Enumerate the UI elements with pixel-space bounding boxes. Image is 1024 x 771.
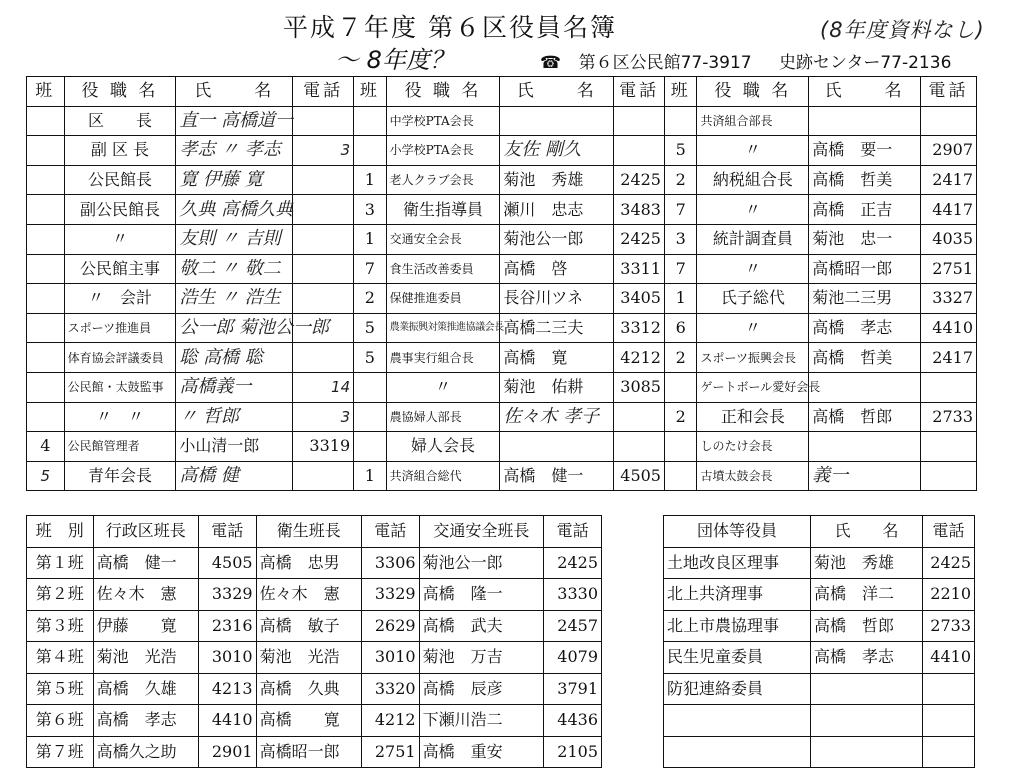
column-header: 衛生班長 [256, 516, 361, 548]
table-cell [811, 673, 923, 705]
table-cell: 2 [664, 402, 697, 432]
table-cell: 高橋 正吉 [809, 195, 921, 225]
table-cell: 区 長 [64, 106, 176, 136]
table-cell: 1 [354, 224, 387, 254]
table-cell: 高橋義一 [176, 372, 293, 402]
table-cell: 友佐 剛久 [500, 136, 614, 166]
table-cell [27, 284, 65, 314]
table-cell: 北上共済理事 [664, 579, 811, 611]
table-cell: 菊池二三男 [809, 284, 921, 314]
table-cell [809, 106, 921, 136]
table-cell: 食生活改善委員 [386, 254, 500, 284]
table-cell: 第２班 [27, 579, 94, 611]
header-row [27, 516, 602, 548]
table-cell: 2316 [198, 610, 256, 642]
table-row [27, 461, 977, 491]
table-cell: 小山清一郎 [176, 432, 293, 462]
table-cell: 中学校PTA会長 [386, 106, 500, 136]
table-cell: 2417 [920, 165, 976, 195]
table-cell: 3405 [614, 284, 665, 314]
table-cell: 2425 [614, 165, 665, 195]
table-cell: 伊藤 寛 [93, 610, 198, 642]
table-cell: 佐々木 孝子 [500, 402, 614, 432]
table-row [27, 343, 977, 373]
table-cell [923, 673, 975, 705]
table-row [664, 610, 975, 642]
column-header: 班 [27, 77, 65, 107]
table-cell [664, 372, 697, 402]
table-cell [293, 284, 354, 314]
table-cell: 高橋昭一郎 [256, 736, 361, 768]
table-cell: 佐々木 憲 [93, 579, 198, 611]
table-row [27, 579, 602, 611]
table-cell: 高橋 孝志 [809, 313, 921, 343]
table-cell: 氏子総代 [697, 284, 809, 314]
table-row [27, 254, 977, 284]
table-row [664, 642, 975, 674]
table-cell: 保健推進委員 [386, 284, 500, 314]
officer-table [26, 76, 977, 491]
table-cell: 高橋 要一 [809, 136, 921, 166]
page-title: 平成７年度 第６区役員名簿 [283, 13, 617, 42]
column-header: 電話 [198, 516, 256, 548]
table-cell: 古墳太鼓会長 [697, 461, 809, 491]
table-row [664, 736, 975, 768]
table-cell: 菊池公一郎 [419, 547, 544, 579]
table-cell [354, 372, 387, 402]
district-leaders-table [26, 515, 602, 768]
table-cell: 高橋 辰彦 [419, 673, 544, 705]
table-cell [293, 461, 354, 491]
table-cell: 菊池 万吉 [419, 642, 544, 674]
table-row [27, 402, 977, 432]
table-cell: 3306 [361, 547, 419, 579]
table-cell [293, 254, 354, 284]
column-header: 電話 [923, 516, 975, 548]
table-cell [614, 402, 665, 432]
column-header: 役 職 名 [697, 77, 809, 107]
table-cell: 公民館長 [64, 165, 176, 195]
table-cell: 農協婦人部長 [386, 402, 500, 432]
table-cell [27, 343, 65, 373]
column-header: 電話 [614, 77, 665, 107]
table-row [27, 313, 977, 343]
table-cell: 婦人会長 [386, 432, 500, 462]
table-cell [664, 432, 697, 462]
table-cell: 直一 高橋道一 [176, 106, 293, 136]
table-cell: 副 区 長 [64, 136, 176, 166]
table-cell: 2 [664, 343, 697, 373]
table-cell: 4212 [361, 705, 419, 737]
table-cell [27, 254, 65, 284]
table-cell: 友則 〃 吉則 [176, 224, 293, 254]
table-cell [354, 402, 387, 432]
table-cell [920, 432, 976, 462]
table-cell: 〃 〃 [64, 402, 176, 432]
table-cell: 菊池 忠一 [809, 224, 921, 254]
table-cell: 5 [27, 461, 65, 491]
table-cell: 菊池 秀雄 [811, 547, 923, 579]
table-cell: 4213 [198, 673, 256, 705]
table-cell: 小学校PTA会長 [386, 136, 500, 166]
table-cell: 5 [354, 313, 387, 343]
table-cell: 高橋 隆一 [419, 579, 544, 611]
table-cell [27, 136, 65, 166]
table-cell [614, 432, 665, 462]
table-cell: 菊池 秀雄 [500, 165, 614, 195]
table-cell: 高橋 啓 [500, 254, 614, 284]
table-cell: 土地改良区理事 [664, 547, 811, 579]
handwritten-note: (8年度資料なし) [820, 18, 985, 42]
table-cell [614, 136, 665, 166]
table-row [27, 610, 602, 642]
table-cell: 高橋二三夫 [500, 313, 614, 343]
column-header: 役 職 名 [386, 77, 500, 107]
table-cell [27, 165, 65, 195]
column-header: 氏 名 [809, 77, 921, 107]
table-cell: スポーツ推進員 [64, 313, 176, 343]
table-cell [27, 195, 65, 225]
table-cell: 2425 [923, 547, 975, 579]
table-cell: 第１班 [27, 547, 94, 579]
table-cell [664, 106, 697, 136]
table-cell: 4 [27, 432, 65, 462]
table-cell: 7 [354, 254, 387, 284]
table-cell: 〃 [697, 195, 809, 225]
table-cell: 4436 [544, 705, 602, 737]
table-cell: 下瀬川浩二 [419, 705, 544, 737]
table-cell: 正和会長 [697, 402, 809, 432]
table-cell: 孝志 〃 孝志 [176, 136, 293, 166]
column-header: 電話 [544, 516, 602, 548]
table-cell: 〃 哲郎 [176, 402, 293, 432]
table-cell: 公民館主事 [64, 254, 176, 284]
table-cell: 3483 [614, 195, 665, 225]
table-cell: 副公民館長 [64, 195, 176, 225]
table-cell: 3311 [614, 254, 665, 284]
table-cell: 2907 [920, 136, 976, 166]
table-cell: 3791 [544, 673, 602, 705]
table-cell: 4035 [920, 224, 976, 254]
table-cell: 菊池 佑耕 [500, 372, 614, 402]
table-cell: 第３班 [27, 610, 94, 642]
table-cell: 統計調査員 [697, 224, 809, 254]
table-cell: 高橋 久雄 [93, 673, 198, 705]
table-cell: 防犯連絡委員 [664, 673, 811, 705]
table-cell: 4410 [923, 642, 975, 674]
table-cell [500, 106, 614, 136]
table-cell: 〃 [64, 224, 176, 254]
table-cell: 3319 [293, 432, 354, 462]
table-cell: 第７班 [27, 736, 94, 768]
column-header: 班 [354, 77, 387, 107]
table-cell: しのたけ会長 [697, 432, 809, 462]
column-header: 行政区班長 [93, 516, 198, 548]
organization-officers-table [663, 515, 975, 768]
table-row [27, 372, 977, 402]
table-cell: 2417 [920, 343, 976, 373]
table-row [27, 136, 977, 166]
column-header: 氏 名 [811, 516, 923, 548]
table-cell [293, 165, 354, 195]
column-header: 班 [664, 77, 697, 107]
table-cell [920, 106, 976, 136]
table-cell: 佐々木 憲 [256, 579, 361, 611]
table-cell: 第５班 [27, 673, 94, 705]
table-cell: 4505 [198, 547, 256, 579]
table-cell: 久典 高橋久典 [176, 195, 293, 225]
table-cell: 納税組合長 [697, 165, 809, 195]
table-row [664, 705, 975, 737]
table-row [27, 165, 977, 195]
table-cell [354, 106, 387, 136]
phone-icon: ☎ [540, 53, 562, 73]
handwritten-subtitle: 〜 8年度？ [335, 46, 454, 74]
table-cell: 5 [354, 343, 387, 373]
table-cell: 3330 [544, 579, 602, 611]
table-cell: 3327 [920, 284, 976, 314]
table-cell: 2751 [920, 254, 976, 284]
table-row [27, 106, 977, 136]
table-cell: 共済組合総代 [386, 461, 500, 491]
table-cell: 高橋 孝志 [93, 705, 198, 737]
table-cell: 菊池 光浩 [256, 642, 361, 674]
table-cell: 菊池公一郎 [500, 224, 614, 254]
table-cell: 高橋昭一郎 [809, 254, 921, 284]
table-cell: 2751 [361, 736, 419, 768]
table-cell: 寛 伊藤 寛 [176, 165, 293, 195]
table-cell [811, 705, 923, 737]
table-cell: 高橋 哲郎 [811, 610, 923, 642]
table-cell: 2105 [544, 736, 602, 768]
table-cell: 7 [664, 254, 697, 284]
table-cell: 3010 [361, 642, 419, 674]
table-cell: 瀬川 忠志 [500, 195, 614, 225]
table-cell: 高橋 哲美 [809, 165, 921, 195]
contact-line [540, 48, 951, 73]
table-cell: 老人クラブ会長 [386, 165, 500, 195]
header-row [27, 77, 977, 107]
table-cell: 高橋 寛 [500, 343, 614, 373]
table-cell [809, 372, 921, 402]
table-cell [923, 736, 975, 768]
column-header: 電話 [361, 516, 419, 548]
table-cell: ゲートボール愛好会長 [697, 372, 809, 402]
table-row [27, 284, 977, 314]
table-row [27, 673, 602, 705]
table-cell: 1 [354, 461, 387, 491]
table-row [27, 224, 977, 254]
table-cell: 2733 [920, 402, 976, 432]
table-cell [27, 372, 65, 402]
table-cell: 4410 [198, 705, 256, 737]
table-cell [293, 195, 354, 225]
table-cell [809, 432, 921, 462]
header-row [664, 516, 975, 548]
hall-contact: 第６区公民館77-3917 [578, 53, 752, 73]
table-cell: 浩生 〃 浩生 [176, 284, 293, 314]
table-cell: 敬二 〃 敬二 [176, 254, 293, 284]
table-cell: 農業振興対策推進協議会長 [386, 313, 500, 343]
table-cell: 菊池 光浩 [93, 642, 198, 674]
table-cell: 2901 [198, 736, 256, 768]
table-cell: 14 [293, 372, 354, 402]
table-cell: 2210 [923, 579, 975, 611]
column-header: 電話 [293, 77, 354, 107]
column-header: 交通安全班長 [419, 516, 544, 548]
table-cell: 農事実行組合長 [386, 343, 500, 373]
table-cell [354, 136, 387, 166]
table-cell: 高橋 健 [176, 461, 293, 491]
table-cell: 高橋 洋二 [811, 579, 923, 611]
table-cell [27, 313, 65, 343]
table-row [664, 547, 975, 579]
table-cell: 高橋 孝志 [811, 642, 923, 674]
table-cell [293, 343, 354, 373]
table-cell: 高橋 忠男 [256, 547, 361, 579]
column-header: 氏 名 [500, 77, 614, 107]
table-cell: 6 [664, 313, 697, 343]
table-cell: 3010 [198, 642, 256, 674]
table-cell: 共済組合部長 [697, 106, 809, 136]
table-cell: 公一郎 菊池公一郎 [176, 313, 293, 343]
table-cell [920, 461, 976, 491]
table-cell: 高橋 寛 [256, 705, 361, 737]
table-cell: 3329 [361, 579, 419, 611]
table-cell: 長谷川ツネ [500, 284, 614, 314]
table-cell: 4417 [920, 195, 976, 225]
table-cell: 2457 [544, 610, 602, 642]
table-cell: 〃 [697, 254, 809, 284]
table-row [27, 432, 977, 462]
table-cell [664, 736, 811, 768]
table-row [27, 547, 602, 579]
table-cell: 3085 [614, 372, 665, 402]
table-cell: 4505 [614, 461, 665, 491]
table-cell [27, 224, 65, 254]
table-cell: 高橋 重安 [419, 736, 544, 768]
column-header: 班 別 [27, 516, 94, 548]
table-cell: 高橋 哲美 [809, 343, 921, 373]
table-cell: 4212 [614, 343, 665, 373]
table-cell: 高橋 哲郎 [809, 402, 921, 432]
table-cell [614, 106, 665, 136]
center-contact: 史跡センター77-2136 [779, 53, 952, 73]
table-cell: 2629 [361, 610, 419, 642]
table-cell [27, 402, 65, 432]
table-cell: 7 [664, 195, 697, 225]
table-cell: 高橋久之助 [93, 736, 198, 768]
table-cell: 青年会長 [64, 461, 176, 491]
table-cell: 義一 [809, 461, 921, 491]
table-cell: 第６班 [27, 705, 94, 737]
table-cell: 4079 [544, 642, 602, 674]
table-cell: 2425 [544, 547, 602, 579]
column-header: 電話 [920, 77, 976, 107]
table-cell [293, 224, 354, 254]
table-cell: 聡 高橋 聡 [176, 343, 293, 373]
table-cell: 高橋 久典 [256, 673, 361, 705]
table-row [27, 705, 602, 737]
table-cell [811, 736, 923, 768]
column-header: 役 職 名 [64, 77, 176, 107]
table-cell: 3 [293, 136, 354, 166]
table-row [664, 579, 975, 611]
table-cell: 公民館管理者 [64, 432, 176, 462]
table-cell [923, 705, 975, 737]
table-cell: 1 [354, 165, 387, 195]
table-cell: 3320 [361, 673, 419, 705]
table-row [27, 642, 602, 674]
table-cell: 〃 [386, 372, 500, 402]
column-header: 団体等役員 [664, 516, 811, 548]
table-cell: 3329 [198, 579, 256, 611]
column-header: 氏 名 [176, 77, 293, 107]
table-cell: 3312 [614, 313, 665, 343]
table-cell: 2 [354, 284, 387, 314]
table-cell [664, 461, 697, 491]
table-cell: 公民館・太鼓監事 [64, 372, 176, 402]
table-cell [664, 705, 811, 737]
table-cell: 第４班 [27, 642, 94, 674]
table-cell [293, 106, 354, 136]
table-row [27, 736, 602, 768]
table-cell: 〃 会計 [64, 284, 176, 314]
table-cell: 2425 [614, 224, 665, 254]
table-row [27, 195, 977, 225]
table-cell: 3 [664, 224, 697, 254]
table-cell: 高橋 健一 [500, 461, 614, 491]
table-cell [500, 432, 614, 462]
table-row [664, 673, 975, 705]
table-cell: 北上市農協理事 [664, 610, 811, 642]
table-cell: 〃 [697, 136, 809, 166]
table-cell: 5 [664, 136, 697, 166]
table-cell: 交通安全会長 [386, 224, 500, 254]
table-cell [354, 432, 387, 462]
table-cell: 1 [664, 284, 697, 314]
table-cell: 衛生指導員 [386, 195, 500, 225]
table-cell: 民生児童委員 [664, 642, 811, 674]
table-cell: 2 [664, 165, 697, 195]
table-cell: 3 [354, 195, 387, 225]
table-cell: 高橋 武夫 [419, 610, 544, 642]
table-cell: スポーツ振興会長 [697, 343, 809, 373]
table-cell: 2733 [923, 610, 975, 642]
table-cell [27, 106, 65, 136]
table-cell: 体育協会評議委員 [64, 343, 176, 373]
table-cell: 高橋 健一 [93, 547, 198, 579]
table-cell: 3 [293, 402, 354, 432]
table-cell: 〃 [697, 313, 809, 343]
table-cell: 高橋 敏子 [256, 610, 361, 642]
table-cell [920, 372, 976, 402]
table-cell: 4410 [920, 313, 976, 343]
